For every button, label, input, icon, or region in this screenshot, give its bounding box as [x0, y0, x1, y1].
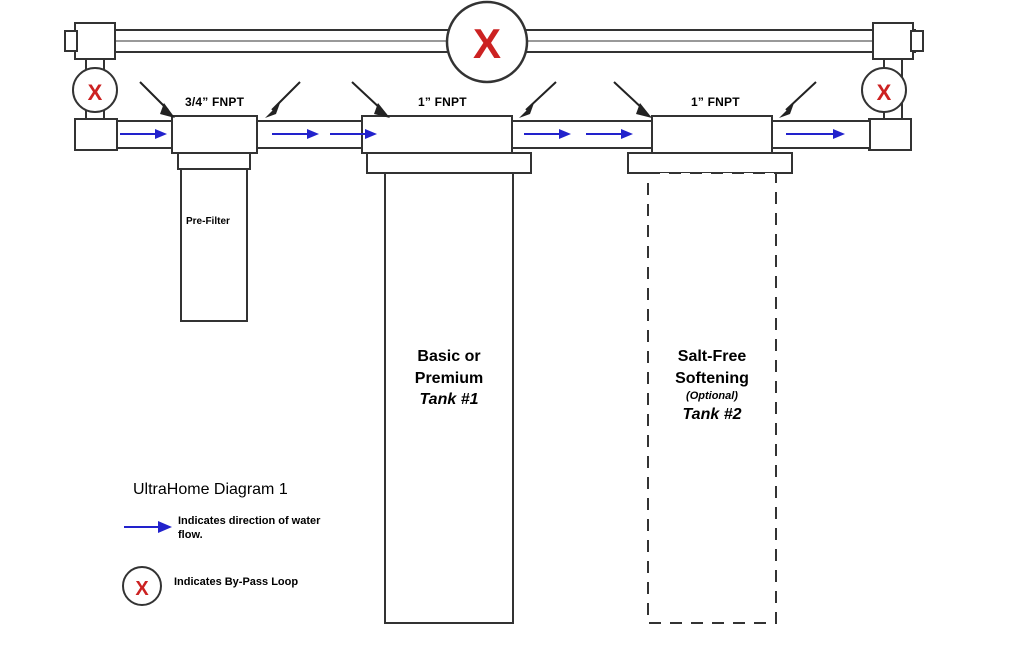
- tank-2-label-line2: Softening: [675, 369, 749, 387]
- diagram-title: UltraHome Diagram 1: [133, 481, 288, 498]
- tank2-port-label: 1” FNPT: [691, 95, 740, 109]
- legend-bypass-text: Indicates By-Pass Loop: [174, 576, 299, 588]
- tank-2-label-line3: Tank #2: [682, 406, 742, 424]
- tank-1-label: [385, 346, 513, 411]
- bypass-x-right-icon: [862, 68, 906, 112]
- svg-text:X: X: [472, 20, 502, 67]
- tank-2-optional-label: (Optional): [686, 390, 738, 403]
- top-right-fitting: [873, 23, 923, 59]
- prefilter-port-label: 3/4” FNPT: [185, 95, 245, 109]
- legend-bypass-x-icon: [123, 567, 161, 605]
- tank1-port-label: 1” FNPT: [418, 95, 467, 109]
- tank-1-label-line1: Basic or: [417, 348, 481, 365]
- svg-text:X: X: [135, 578, 149, 600]
- service-line-left-fitting: [75, 119, 117, 150]
- bypass-x-top-center-icon: [447, 2, 527, 82]
- service-line-right-fitting: [869, 119, 911, 150]
- legend-flow-text: Indicates direction of water flow.: [178, 515, 321, 541]
- legend-flow-arrow-icon: [124, 521, 172, 533]
- tank-2-label: [648, 346, 776, 426]
- tank-1-label-line3: Tank #1: [419, 391, 479, 409]
- tank-1-label-line2: Premium: [414, 369, 484, 387]
- pre-filter-label: Pre-Filter: [186, 216, 230, 227]
- tank-2-label-line1: Salt-Free: [677, 348, 747, 365]
- bypass-x-left-icon: [73, 68, 117, 112]
- top-left-fitting: [65, 23, 115, 59]
- svg-text:X: X: [876, 80, 892, 105]
- svg-text:X: X: [87, 80, 103, 105]
